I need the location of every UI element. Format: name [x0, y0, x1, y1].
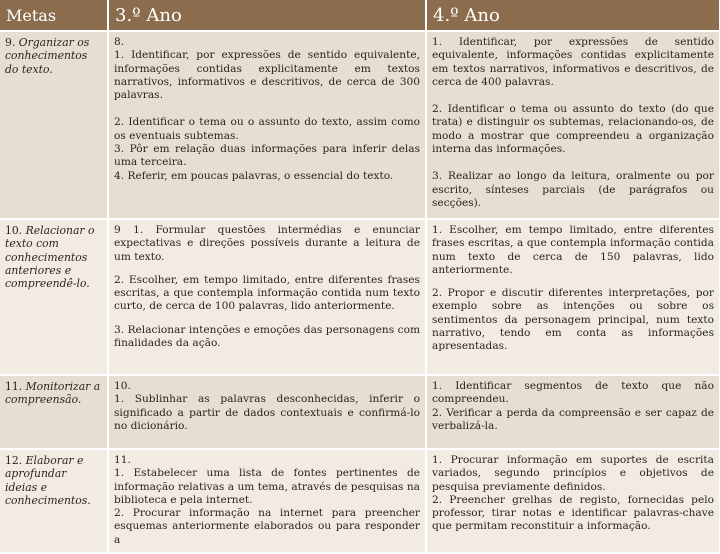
meta-text: Relacionar o texto com conhecimentos anteriores e compreendê-lo.: [5, 224, 95, 291]
meta-number: 10.: [5, 224, 23, 237]
meta-text: Monitorizar a compreensão.: [5, 380, 101, 407]
ano4-cell: [426, 449, 720, 553]
descriptor-number: 11.: [114, 454, 131, 466]
meta-cell: [0, 31, 108, 219]
meta-text: Elaborar e aprofundar ideias e conhecimentos.: [5, 454, 91, 507]
descriptor-item: 1. Identificar segmentos de texto que não compreendeu.: [432, 380, 714, 406]
meta-cell: [0, 449, 108, 553]
ano3-cell: [108, 375, 426, 449]
table-row: [0, 31, 720, 219]
ano3-cell: [108, 31, 426, 219]
header-3-ano: 3.º Ano: [108, 0, 426, 31]
descriptor-item: 2. Verificar a perda da compreensão e ser capaz de verbalizá-la.: [432, 406, 714, 432]
descriptor-item: 3. Realizar ao longo da leitura, oralmente ou por escrito, sínteses parciais (de parágrafos ou secções).: [432, 170, 714, 209]
descriptor-number: 10.: [114, 380, 131, 392]
meta-cell: [0, 375, 108, 449]
header-4-ano: 4.º Ano: [426, 0, 720, 31]
header-row: [0, 0, 720, 31]
ano4-cell: [426, 219, 720, 375]
ano3-cell: [108, 219, 426, 375]
table-row: [0, 449, 720, 553]
meta-text: Organizar os conhecimentos do texto.: [5, 36, 90, 76]
header-metas: Metas: [0, 0, 108, 31]
meta-number: 12.: [5, 454, 23, 467]
descriptor-item: 1. Identificar, por expressões de sentido equivalente, informações contidas explicitamente em textos narrativos, informativos e descritivos, de cerca de 300 palavras.: [114, 49, 420, 102]
descriptor-item: 1. Escolher, em tempo limitado, entre diferentes frases escritas, a que contempla informação contida num texto de cerca de 150 palavras, lido anteriormente.: [432, 224, 714, 276]
descriptor-item: 1. Estabelecer uma lista de fontes pertinentes de informação relativas a um tema, através de pesquisas na biblioteca e pela internet.: [114, 467, 420, 506]
descriptor-item: 2. Escolher, em tempo limitado, entre diferentes frases escritas, a que contempla informação contida num texto curto, de cerca de 100 palavras, lido anteriormente.: [114, 273, 420, 313]
meta-number: 11.: [5, 380, 23, 393]
descriptor-item: 2. Identificar o tema ou o assunto do texto, assim como os eventuais subtemas.: [114, 116, 420, 142]
descriptor-item: 1. Sublinhar as palavras desconhecidas, inferir o significado a partir de dados contextuais e confirmá-lo no dicionário.: [114, 393, 420, 432]
ano4-cell: [426, 375, 720, 449]
descriptor-item: 1. Formular questões intermédias e enunciar expectativas e direções possíveis durante a leitura de um texto.: [114, 224, 420, 263]
table-row: [0, 219, 720, 375]
table-row: [0, 375, 720, 449]
descriptor-number: 8.: [114, 36, 125, 48]
descriptor-item: 2. Propor e discutir diferentes interpretações, por exemplo sobre as intenções ou sobre os sentimentos da personagem principal, num texto narrativo, tendo em conta as informações apresentadas.: [432, 287, 714, 353]
descriptor-item: 1. Identificar, por expressões de sentido equivalente, informações contidas explicitamente em textos narrativos, informativos e descritivos, de cerca de 400 palavras.: [432, 36, 714, 88]
descriptor-item: 1. Procurar informação em suportes de escrita variados, segundo princípios e objetivos de pesquisa previamente definidos.: [432, 454, 714, 493]
descriptor-item: 3. Relacionar intenções e emoções das personagens com finalidades da ação.: [114, 323, 420, 350]
ano4-cell: [426, 31, 720, 219]
descriptor-item: 2. Identificar o tema ou assunto do texto (do que trata) e distinguir os subtemas, relacionando-os, de modo a mostrar que compreendeu a organização interna das informações.: [432, 103, 714, 156]
descriptor-item: 4. Referir, em poucas palavras, o essencial do texto.: [114, 169, 394, 182]
ano3-cell: [108, 449, 426, 553]
descriptor-item: 2. Preencher grelhas de registo, fornecidas pelo professor, tirar notas e identificar palavras-chave que permitam reconstituir a informação.: [432, 493, 714, 533]
descriptor-item: 3. Pôr em relação duas informações para inferir delas uma terceira.: [114, 143, 420, 169]
descriptor-item: 2. Procurar informação na internet para preencher esquemas anteriormente elaborados ou para responder a: [114, 507, 420, 546]
meta-number: 9.: [5, 36, 16, 49]
descriptor-number: 9: [114, 224, 121, 236]
meta-cell: [0, 219, 108, 375]
